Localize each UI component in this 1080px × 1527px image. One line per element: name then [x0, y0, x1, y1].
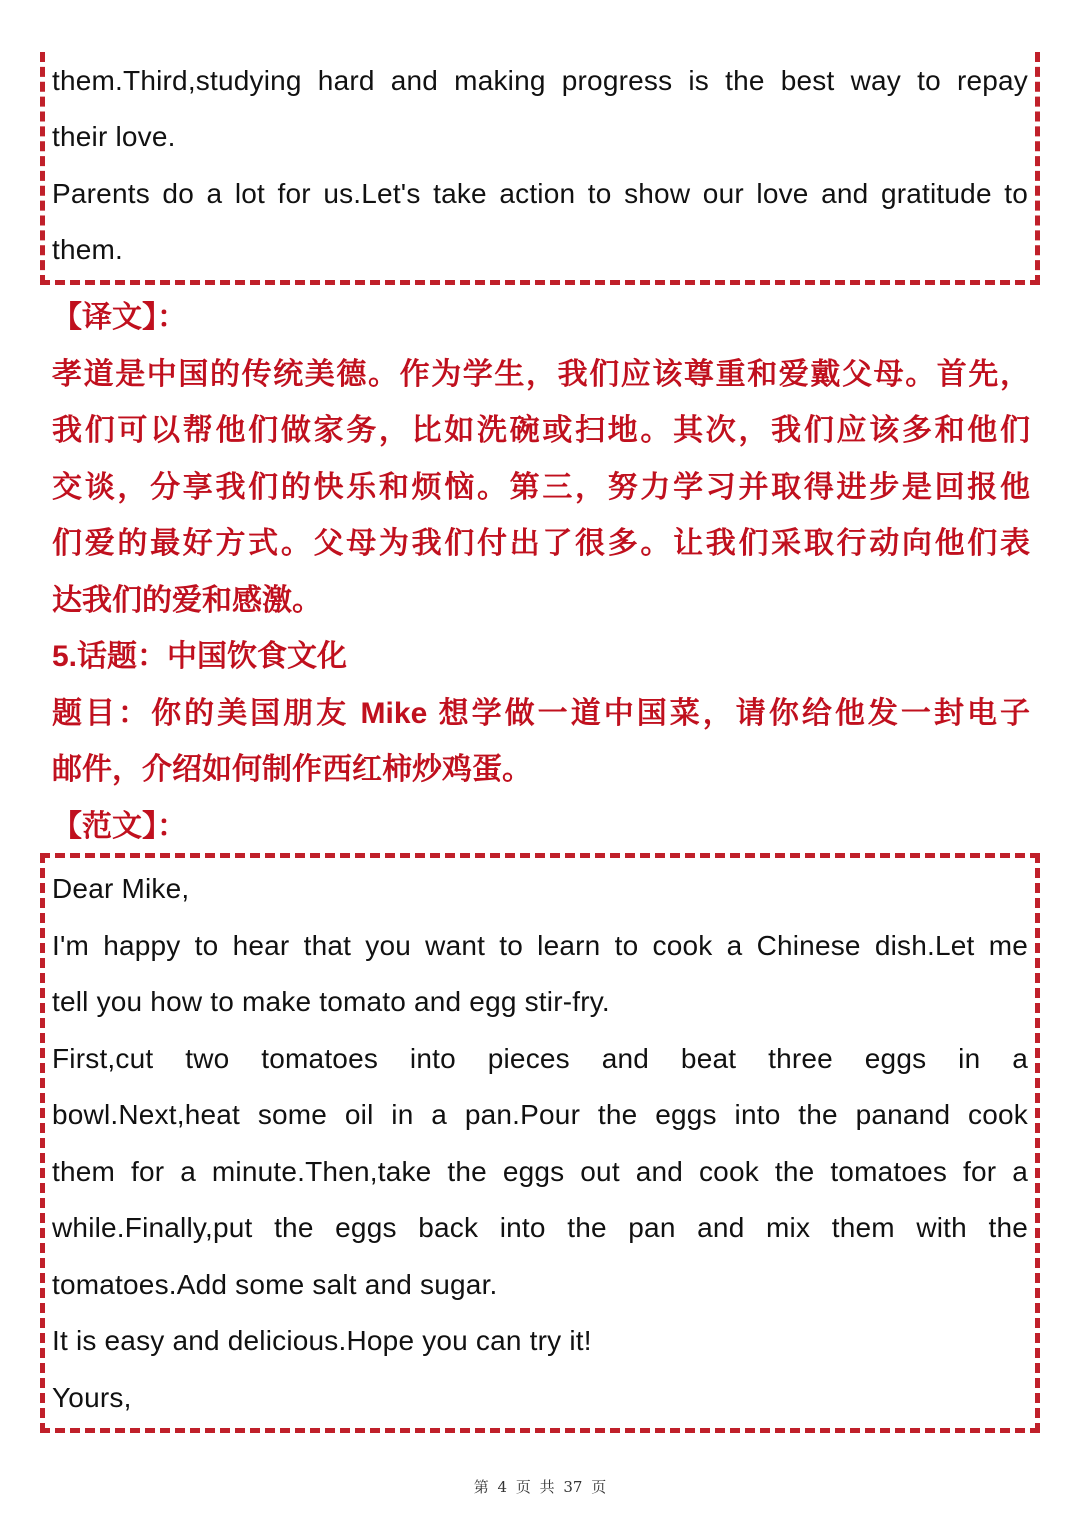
sample-line: It is easy and delicious.Hope you can try it! [52, 1325, 592, 1356]
sample-line: tell you how to make tomato and egg stir-fry. [52, 986, 610, 1017]
essay-line: them.Third,studying hard and making progress is the best way to repay [52, 65, 1028, 96]
topic-prompt-line: 邮件，介绍如何制作西红柿炒鸡蛋。 [52, 753, 532, 786]
topic-prompt-line: 题目：你的美国朋友 Mike 想学做一道中国菜，请你给他发一封电子 [52, 697, 1030, 730]
sample-line: them for a minute.Then,take the eggs out and cook the tomatoes for a [52, 1156, 1028, 1187]
translation-line: 交谈，分享我们的快乐和烦恼。第三，努力学习并取得进步是回报他 [52, 471, 1030, 504]
translation-line: 达我们的爱和感激。 [52, 584, 322, 617]
topic-title: 5.话题：中国饮食文化 [52, 640, 348, 673]
sample-line: Yours, [52, 1382, 132, 1413]
sample-line: First,cut two tomatoes into pieces and beat three eggs in a [52, 1043, 1028, 1074]
sample-line: Dear Mike, [52, 873, 190, 904]
translation-heading: 【译文】： [52, 301, 187, 334]
sample-line: I'm happy to hear that you want to learn to cook a Chinese dish.Let me [52, 930, 1028, 961]
essay-line: their love. [52, 121, 176, 152]
translation-line: 孝道是中国的传统美德。作为学生，我们应该尊重和爱戴父母。首先， [52, 358, 1030, 391]
translation-line: 我们可以帮他们做家务，比如洗碗或扫地。其次，我们应该多和他们 [52, 414, 1030, 447]
sample-line: while.Finally,put the eggs back into the pan and mix them with the [52, 1212, 1028, 1243]
translation-line: 们爱的最好方式。父母为我们付出了很多。让我们采取行动向他们表 [52, 527, 1030, 560]
essay-line: them. [52, 234, 124, 265]
essay-line: Parents do a lot for us.Let's take action to show our love and gratitude to [52, 178, 1028, 209]
page-number: 第 4 页 共 37 页 [473, 1478, 607, 1496]
sample-line: tomatoes.Add some salt and sugar. [52, 1269, 498, 1300]
sample-line: bowl.Next,heat some oil in a pan.Pour the eggs into the panand cook [52, 1099, 1028, 1130]
sample-heading: 【范文】： [52, 810, 187, 843]
